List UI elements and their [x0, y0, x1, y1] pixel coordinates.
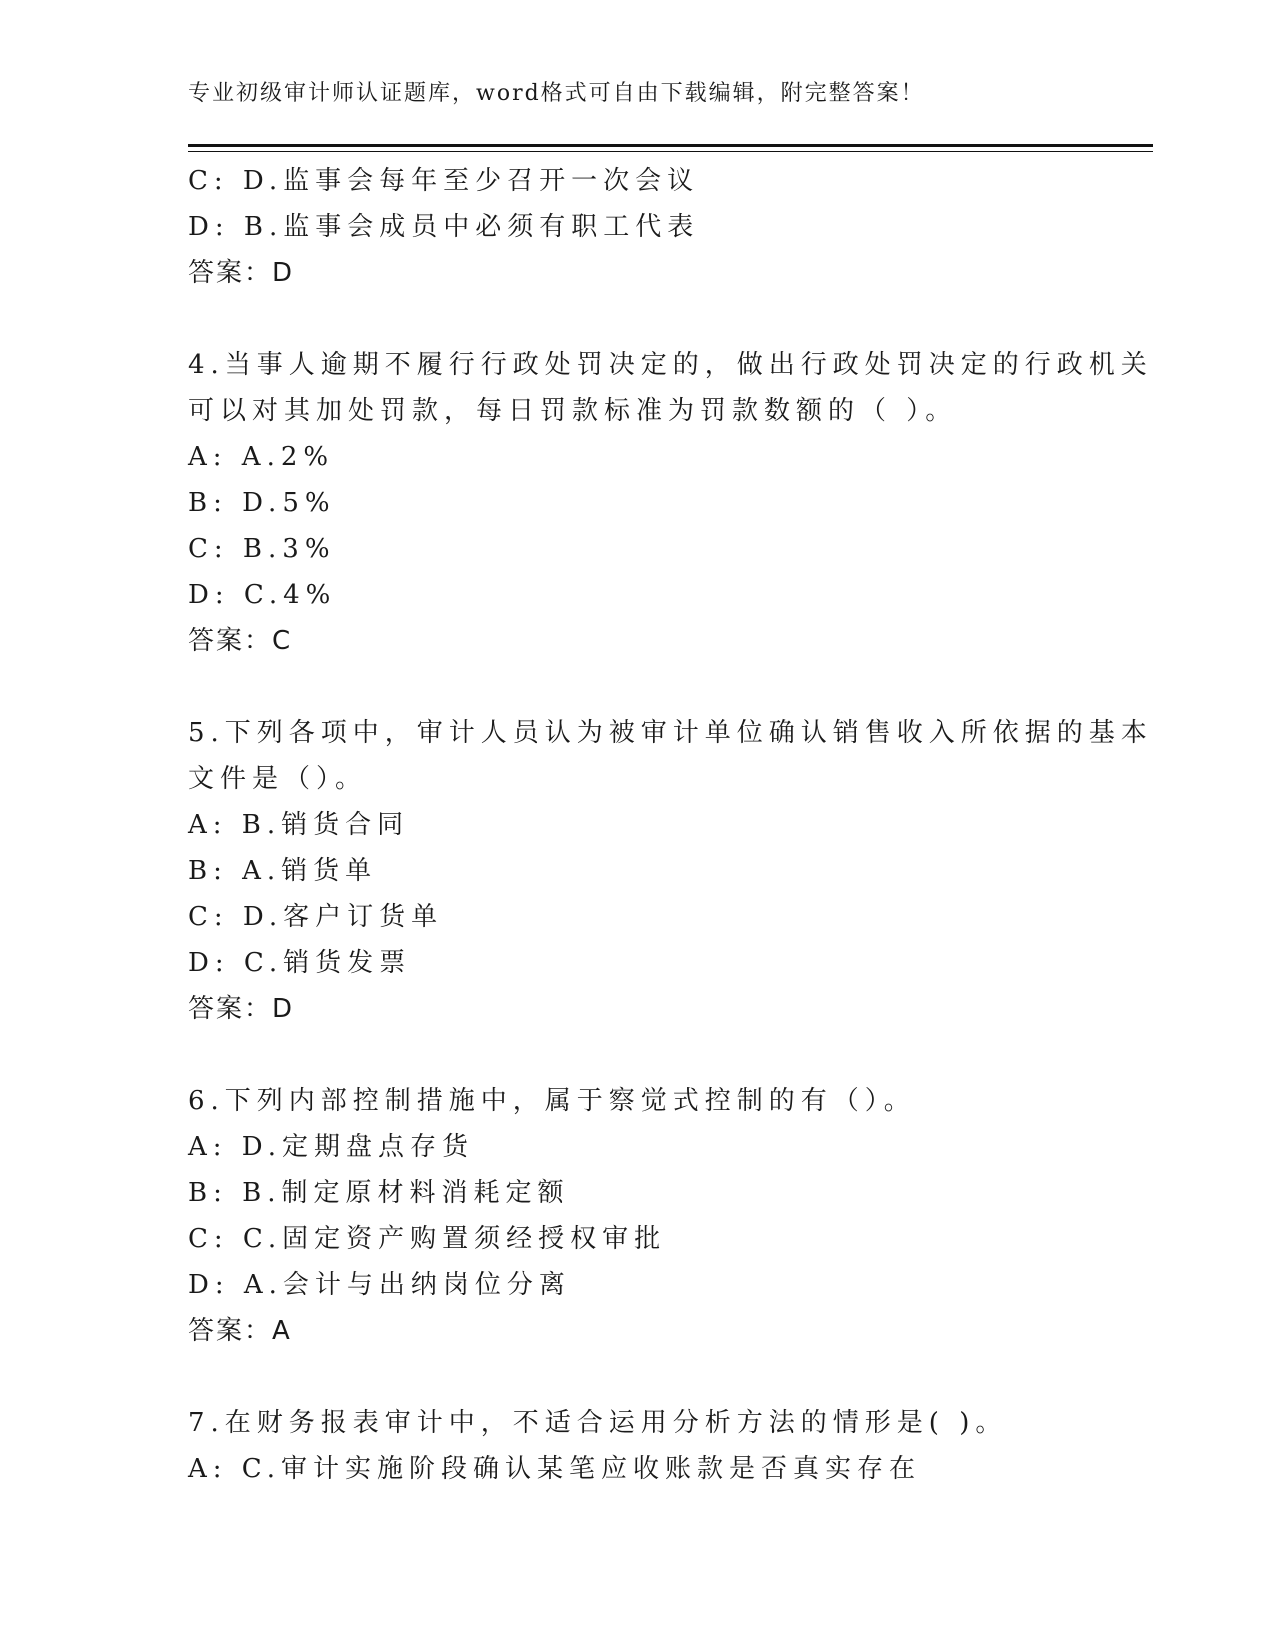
header-rule-thin — [188, 151, 1153, 152]
question-stem: 文件是（）。 — [188, 764, 368, 794]
question-4 — [188, 342, 1153, 664]
option-line: D: B.监事会成员中必须有职工代表 — [188, 212, 700, 242]
option-line: A: B.销货合同 — [188, 810, 410, 840]
option-line: D: C.销货发票 — [188, 948, 412, 978]
option-line: C: D.监事会每年至少召开一次会议 — [188, 166, 700, 196]
option-line: B: A.销货单 — [188, 856, 378, 886]
question-6 — [188, 1078, 1088, 1354]
question-stem: 4.当事人逾期不履行行政处罚决定的，做出行政处罚决定的行政机关 — [188, 350, 1153, 380]
spacer — [188, 1354, 1088, 1400]
spacer — [188, 664, 1088, 710]
question-fragment — [188, 158, 1088, 296]
option-line: D: C.4% — [188, 580, 337, 610]
answer-line: 答案：C — [188, 626, 293, 656]
option-line: C: D.客户订货单 — [188, 902, 444, 932]
question-stem: 可以对其加处罚款，每日罚款标准为罚款数额的（ ）。 — [188, 396, 958, 426]
option-line: D: A.会计与出纳岗位分离 — [188, 1270, 571, 1300]
question-stem: 6.下列内部控制措施中，属于察觉式控制的有（）。 — [188, 1086, 916, 1116]
question-stem: 7.在财务报表审计中，不适合运用分析方法的情形是( )。 — [188, 1408, 1008, 1438]
answer-line: 答案：D — [188, 258, 295, 288]
option-line: C: C.固定资产购置须经授权审批 — [188, 1224, 667, 1254]
header-rule-thick — [188, 144, 1153, 147]
question-stem: 5.下列各项中，审计人员认为被审计单位确认销售收入所依据的基本 — [188, 718, 1153, 748]
spacer — [188, 1032, 1088, 1078]
option-line: C: B.3% — [188, 534, 336, 564]
question-5 — [188, 710, 1153, 1032]
document-body — [188, 158, 1153, 1492]
option-line: B: D.5% — [188, 488, 336, 518]
option-line: A: D.定期盘点存货 — [188, 1132, 474, 1162]
answer-line: 答案：A — [188, 1316, 292, 1346]
option-line: A: A.2% — [188, 442, 335, 472]
header-text: 专业初级审计师认证题库，word格式可自由下载编辑，附完整答案！ — [188, 81, 925, 106]
question-7 — [188, 1400, 1088, 1492]
option-line: B: B.制定原材料消耗定额 — [188, 1178, 570, 1208]
spacer — [188, 296, 1088, 342]
answer-line: 答案：D — [188, 994, 295, 1024]
option-line: A: C.审计实施阶段确认某笔应收账款是否真实存在 — [188, 1454, 922, 1484]
